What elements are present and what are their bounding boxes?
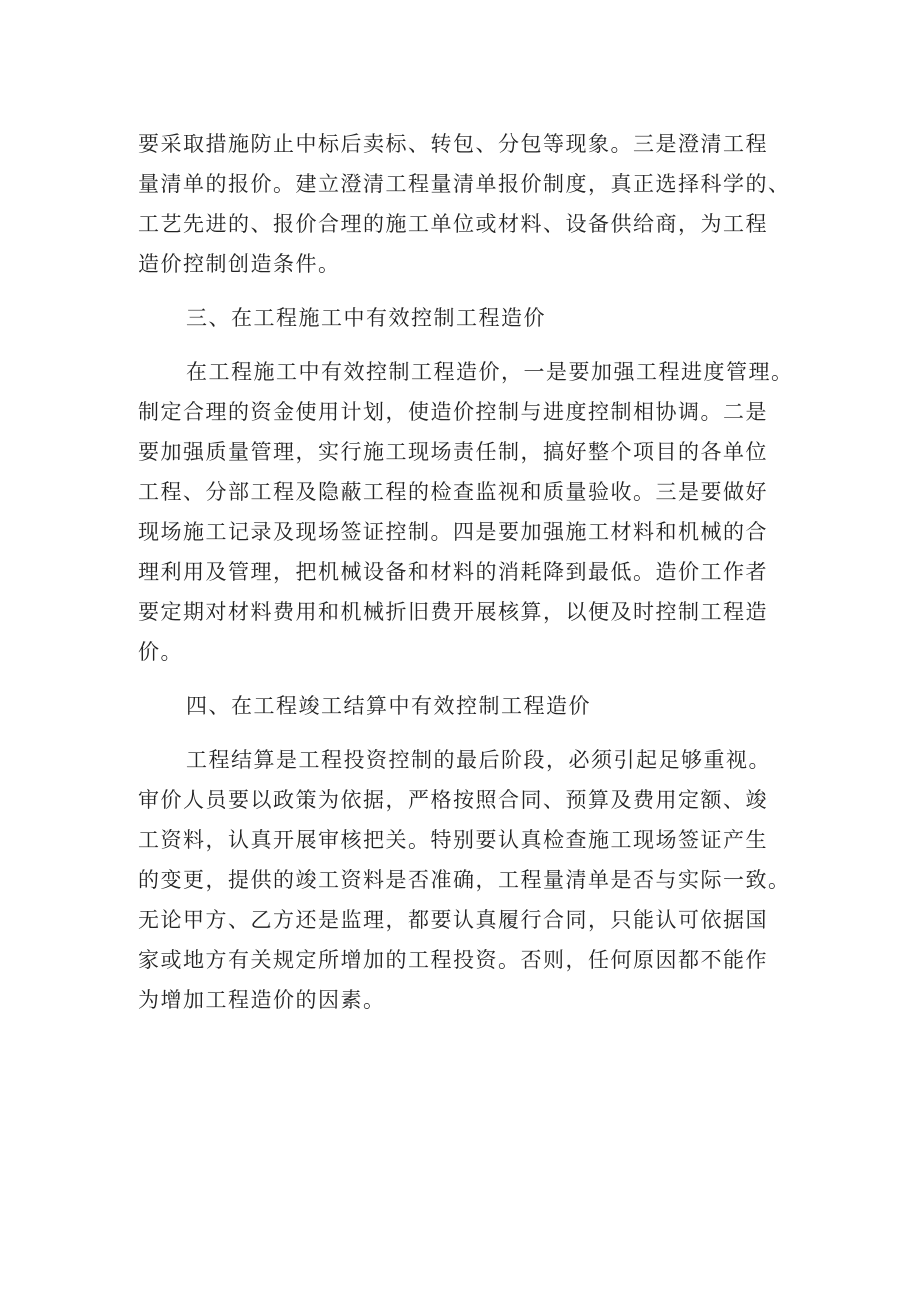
paragraph-settlement-control (138, 740, 798, 1020)
paragraph-line: 价。 (138, 640, 183, 664)
paragraph-line: 工资料，认真开展审核把关。特别要认真检查施工现场签证产生 (138, 828, 768, 852)
paragraph-line: 工程、分部工程及隐蔽工程的检查监视和质量验收。三是要做好 (138, 480, 768, 504)
paragraph-line: 现场施工记录及现场签证控制。四是要加强施工材料和机械的合 (138, 520, 768, 544)
paragraph-line: 要定期对材料费用和机械折旧费开展核算，以便及时控制工程造 (138, 600, 768, 624)
section-heading-construction: 三、在工程施工中有效控制工程造价 (186, 306, 546, 330)
paragraph-line: 量清单的报价。建立澄清工程量清单报价制度，真正选择科学的、 (138, 172, 791, 196)
paragraph-line: 工艺先进的、报价合理的施工单位或材料、设备供给商，为工程 (138, 212, 768, 236)
paragraph-construction-control (138, 352, 798, 672)
paragraph-bid-control (138, 124, 798, 284)
paragraph-line: 造价控制创造条件。 (138, 252, 341, 276)
paragraph-line: 要采取措施防止中标后卖标、转包、分包等现象。三是澄清工程 (138, 132, 768, 156)
paragraph-line: 理利用及管理，把机械设备和材料的消耗降到最低。造价工作者 (138, 560, 768, 584)
paragraph-line: 为增加工程造价的因素。 (138, 988, 386, 1012)
paragraph-line: 在工程施工中有效控制工程造价，一是要加强工程进度管理。 (186, 360, 794, 384)
document-body (138, 124, 798, 1020)
paragraph-line: 无论甲方、乙方还是监理，都要认真履行合同，只能认可依据国 (138, 908, 768, 932)
paragraph-line: 审价人员要以政策为依据，严格按照合同、预算及费用定额、竣 (138, 788, 768, 812)
paragraph-line: 的变更，提供的竣工资料是否准确，工程量清单是否与实际一致。 (138, 868, 791, 892)
paragraph-line: 制定合理的资金使用计划，使造价控制与进度控制相协调。二是 (138, 400, 768, 424)
section-heading-settlement: 四、在工程竣工结算中有效控制工程造价 (186, 694, 591, 718)
paragraph-line: 家或地方有关规定所增加的工程投资。否则，任何原因都不能作 (138, 948, 768, 972)
paragraph-line: 要加强质量管理，实行施工现场责任制，搞好整个项目的各单位 (138, 440, 768, 464)
paragraph-line: 工程结算是工程投资控制的最后阶段，必须引起足够重视。 (186, 748, 771, 772)
